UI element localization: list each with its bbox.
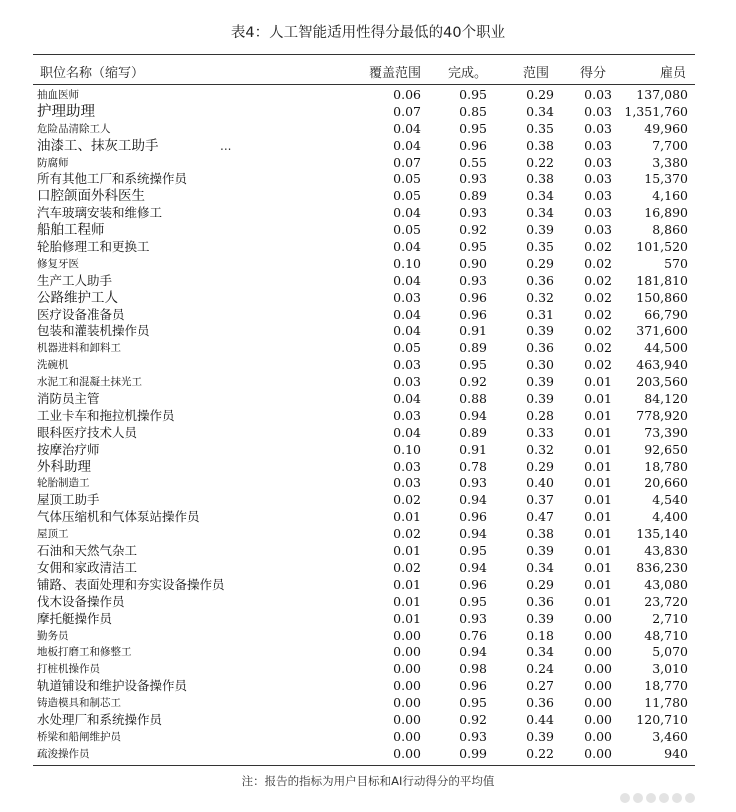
coverage-value: 0.03 [393,475,421,491]
score-value: 0.00 [584,627,612,643]
header-score: 得分 [579,66,606,81]
occupation-name: 水处理厂和系统操作员 [37,711,163,727]
scope-value: 0.36 [526,695,554,711]
score-value: 0.01 [584,559,612,575]
scope-value: 0.29 [526,576,554,592]
occupation-name: 护理助理 [37,103,95,120]
employment-value: 2,710 [652,610,688,626]
coverage-value: 0.01 [393,576,421,592]
score-value: 0.00 [584,610,612,626]
table-row [0,171,736,188]
scope-value: 0.36 [526,272,554,288]
completion-value: 0.96 [459,509,487,525]
employment-value: 4,540 [652,492,688,508]
occupation-name: 伐木设备操作员 [37,593,125,609]
scope-value: 0.35 [526,120,554,136]
ellipsis-mark: ... [220,138,232,153]
scope-value: 0.27 [526,678,554,694]
score-value: 0.02 [584,272,612,288]
score-value: 0.00 [584,695,612,711]
scope-value: 0.24 [526,661,554,677]
header-name: 职位名称（缩写） [40,66,145,81]
score-value: 0.02 [584,255,612,271]
table-row [0,188,736,205]
completion-value: 0.93 [459,205,487,221]
score-value: 0.03 [584,103,612,119]
table-row [0,746,736,763]
score-value: 0.01 [584,492,612,508]
occupation-name: 屋顶工助手 [37,492,100,508]
scope-value: 0.47 [526,509,554,525]
table-row [0,205,736,222]
score-value: 0.01 [584,441,612,457]
table-body [0,87,736,763]
score-value: 0.02 [584,239,612,255]
employment-value: 43,080 [644,576,688,592]
occupation-name: 疏浚操作员 [37,747,90,760]
score-value: 0.02 [584,306,612,322]
watermark [620,788,718,802]
scope-value: 0.35 [526,239,554,255]
occupation-name: 船舶工程师 [37,222,105,239]
table-row [0,391,736,408]
score-value: 0.03 [584,188,612,204]
table-note: 注：报告的指标为用户目标和AI行动得分的平均值 [241,774,495,788]
table-row [0,628,736,645]
table-row [0,138,736,155]
table-row [0,87,736,104]
coverage-value: 0.03 [393,374,421,390]
coverage-value: 0.00 [393,728,421,744]
scope-value: 0.36 [526,340,554,356]
completion-value: 0.85 [459,103,487,119]
score-value: 0.01 [584,593,612,609]
completion-value: 0.93 [459,728,487,744]
scope-value: 0.39 [526,610,554,626]
employment-value: 150,860 [636,289,688,305]
coverage-value: 0.05 [393,188,421,204]
scope-value: 0.39 [526,391,554,407]
score-value: 0.03 [584,205,612,221]
employment-value: 84,120 [644,391,688,407]
scope-value: 0.38 [526,171,554,187]
occupation-name: 轨道铺设和维护设备操作员 [37,678,188,694]
table-title: 表4：人工智能适用性得分最低的40个职业 [230,25,506,41]
employment-value: 5,070 [652,644,688,660]
coverage-value: 0.01 [393,509,421,525]
completion-value: 0.78 [459,458,487,474]
completion-value: 0.94 [459,644,487,660]
scope-value: 0.22 [526,745,554,761]
completion-value: 0.96 [459,678,487,694]
employment-value: 181,810 [636,272,688,288]
occupation-name: 女佣和家政清洁工 [37,559,138,575]
employment-value: 18,780 [644,458,688,474]
score-value: 0.01 [584,407,612,423]
coverage-value: 0.03 [393,407,421,423]
occupation-name: 机器进料和卸料工 [37,342,121,355]
occupation-name: 汽车玻璃安装和维修工 [37,205,163,221]
employment-value: 48,710 [644,627,688,643]
employment-value: 8,860 [652,222,688,238]
table-row [0,678,736,695]
occupation-name: 油漆工、抹灰工助手 [37,137,159,154]
employment-value: 371,600 [636,323,688,339]
coverage-value: 0.03 [393,357,421,373]
occupation-name: 摩托艇操作员 [37,610,113,626]
score-value: 0.03 [584,120,612,136]
coverage-value: 0.10 [393,441,421,457]
coverage-value: 0.02 [393,526,421,542]
employment-value: 43,830 [644,543,688,559]
completion-value: 0.90 [459,255,487,271]
table-row [0,543,736,560]
table-row [0,340,736,357]
score-value: 0.03 [584,222,612,238]
occupation-name: 工业卡车和拖拉机操作员 [37,407,175,423]
table-row [0,729,736,746]
table-row [0,560,736,577]
scope-value: 0.29 [526,255,554,271]
completion-value: 0.92 [459,374,487,390]
employment-value: 49,960 [644,120,688,136]
completion-value: 0.76 [459,627,487,643]
header-rule [33,84,695,85]
coverage-value: 0.04 [393,272,421,288]
scope-value: 0.34 [526,559,554,575]
top-rule [33,54,695,55]
scope-value: 0.39 [526,728,554,744]
completion-value: 0.93 [459,610,487,626]
employment-value: 4,160 [652,188,688,204]
occupation-name: 修复牙医 [37,257,79,270]
coverage-value: 0.00 [393,627,421,643]
completion-value: 0.95 [459,87,487,102]
employment-value: 4,400 [652,509,688,525]
employment-value: 570 [664,255,688,271]
score-value: 0.03 [584,154,612,170]
employment-value: 20,660 [644,475,688,491]
coverage-value: 0.03 [393,458,421,474]
coverage-value: 0.00 [393,745,421,761]
scope-value: 0.33 [526,424,554,440]
completion-value: 0.95 [459,239,487,255]
employment-value: 3,380 [652,154,688,170]
score-value: 0.00 [584,745,612,761]
table-row [0,155,736,172]
employment-value: 940 [664,745,688,761]
coverage-value: 0.04 [393,391,421,407]
scope-value: 0.28 [526,407,554,423]
employment-value: 23,720 [644,593,688,609]
employment-value: 135,140 [636,526,688,542]
employment-value: 101,520 [636,239,688,255]
table-row [0,661,736,678]
score-value: 0.00 [584,728,612,744]
completion-value: 0.95 [459,593,487,609]
employment-value: 92,650 [644,441,688,457]
scope-value: 0.39 [526,374,554,390]
employment-value: 11,780 [644,695,688,711]
coverage-value: 0.02 [393,492,421,508]
occupation-name: 按摩治疗师 [37,441,100,457]
employment-value: 3,460 [652,728,688,744]
employment-value: 778,920 [636,407,688,423]
employment-value: 7,700 [652,137,688,153]
coverage-value: 0.06 [393,87,421,102]
completion-value: 0.99 [459,745,487,761]
score-value: 0.01 [584,424,612,440]
scope-value: 0.29 [526,87,554,102]
table-row [0,695,736,712]
coverage-value: 0.02 [393,559,421,575]
score-value: 0.01 [584,475,612,491]
table-row [0,256,736,273]
occupation-name: 洗碗机 [37,359,69,372]
coverage-value: 0.03 [393,289,421,305]
scope-value: 0.39 [526,222,554,238]
table-row [0,290,736,307]
employment-value: 463,940 [636,357,688,373]
completion-value: 0.95 [459,357,487,373]
occupation-name: 消防员主管 [37,391,100,407]
table-row [0,459,736,476]
scope-value: 0.32 [526,289,554,305]
score-value: 0.02 [584,323,612,339]
score-value: 0.03 [584,171,612,187]
completion-value: 0.91 [459,323,487,339]
score-value: 0.00 [584,661,612,677]
occupation-name: 生产工人助手 [37,272,113,288]
scope-value: 0.39 [526,543,554,559]
completion-value: 0.89 [459,424,487,440]
score-value: 0.01 [584,526,612,542]
occupation-name: 勤务员 [37,629,69,642]
coverage-value: 0.04 [393,306,421,322]
completion-value: 0.95 [459,120,487,136]
table-row [0,509,736,526]
table-row [0,104,736,121]
occupation-name: 铺路、表面处理和夯实设备操作员 [37,576,225,592]
coverage-value: 0.01 [393,543,421,559]
scope-value: 0.34 [526,188,554,204]
table-row [0,121,736,138]
table-row [0,357,736,374]
score-value: 0.01 [584,509,612,525]
table-row [0,644,736,661]
scope-value: 0.34 [526,205,554,221]
completion-value: 0.95 [459,695,487,711]
completion-value: 0.92 [459,711,487,727]
coverage-value: 0.04 [393,323,421,339]
coverage-value: 0.10 [393,255,421,271]
header-employment: 雇员 [659,66,686,81]
score-value: 0.03 [584,137,612,153]
completion-value: 0.96 [459,137,487,153]
coverage-value: 0.01 [393,610,421,626]
coverage-value: 0.04 [393,205,421,221]
score-value: 0.03 [584,87,612,102]
occupation-name: 地板打磨工和修整工 [37,646,132,659]
table-row [0,239,736,256]
employment-value: 3,010 [652,661,688,677]
score-value: 0.01 [584,543,612,559]
scope-value: 0.39 [526,323,554,339]
table-row [0,307,736,324]
score-value: 0.02 [584,289,612,305]
coverage-value: 0.04 [393,424,421,440]
coverage-value: 0.00 [393,695,421,711]
employment-value: 836,230 [636,559,688,575]
table-row [0,425,736,442]
table-row [0,408,736,425]
score-value: 0.00 [584,678,612,694]
scope-value: 0.34 [526,103,554,119]
table-row [0,492,736,509]
scope-value: 0.38 [526,137,554,153]
scope-value: 0.38 [526,526,554,542]
occupation-name: 桥梁和船闸维护员 [37,730,121,743]
scope-value: 0.34 [526,644,554,660]
employment-value: 1,351,760 [624,103,688,119]
table-row [0,526,736,543]
coverage-value: 0.04 [393,239,421,255]
header-scope: 范围 [522,66,549,81]
table-row [0,712,736,729]
occupation-name: 屋顶工 [37,528,69,541]
employment-value: 18,770 [644,678,688,694]
completion-value: 0.89 [459,340,487,356]
score-value: 0.01 [584,391,612,407]
occupation-name: 包装和灌装机操作员 [37,323,150,339]
occupation-name: 公路维护工人 [37,289,118,306]
employment-value: 203,560 [636,374,688,390]
completion-value: 0.94 [459,407,487,423]
header-completion: 完成。 [447,66,487,81]
scope-value: 0.18 [526,627,554,643]
completion-value: 0.89 [459,188,487,204]
completion-value: 0.55 [459,154,487,170]
score-value: 0.02 [584,357,612,373]
completion-value: 0.96 [459,576,487,592]
occupation-name: 轮胎修理工和更换工 [37,239,150,255]
occupation-name: 外科助理 [37,458,91,475]
coverage-value: 0.04 [393,120,421,136]
scope-value: 0.37 [526,492,554,508]
occupation-name: 打桩机操作员 [37,663,100,676]
completion-value: 0.95 [459,543,487,559]
scope-value: 0.40 [526,475,554,491]
occupation-name: 气体压缩机和气体泵站操作员 [37,509,200,525]
table-row [0,577,736,594]
occupation-name: 医疗设备准备员 [37,306,125,322]
score-value: 0.01 [584,576,612,592]
table-row [0,594,736,611]
occupation-name: 水泥工和混凝土抹光工 [37,376,142,389]
table-row [0,323,736,340]
completion-value: 0.93 [459,171,487,187]
coverage-value: 0.00 [393,661,421,677]
scope-value: 0.29 [526,458,554,474]
occupation-name: 口腔颌面外科医生 [37,188,145,205]
header-coverage: 覆盖范围 [368,66,421,81]
table-row [0,442,736,459]
scope-value: 0.22 [526,154,554,170]
bottom-rule [33,765,695,766]
scope-value: 0.31 [526,306,554,322]
coverage-value: 0.04 [393,137,421,153]
score-value: 0.00 [584,711,612,727]
scope-value: 0.30 [526,357,554,373]
table-row [0,222,736,239]
employment-value: 15,370 [644,171,688,187]
occupation-name: 危险品清除工人 [37,122,111,135]
coverage-value: 0.05 [393,222,421,238]
completion-value: 0.92 [459,222,487,238]
occupation-name: 抽血医师 [37,89,79,101]
coverage-value: 0.01 [393,593,421,609]
table-row [0,475,736,492]
coverage-value: 0.07 [393,154,421,170]
score-value: 0.00 [584,644,612,660]
score-value: 0.01 [584,374,612,390]
scope-value: 0.44 [526,711,554,727]
score-value: 0.01 [584,458,612,474]
occupation-name: 铸造模具和制芯工 [37,697,121,710]
coverage-value: 0.00 [393,678,421,694]
occupation-name: 石油和天然气杂工 [37,543,138,559]
occupation-name: 轮胎制造工 [37,477,90,490]
employment-value: 137,080 [636,87,688,102]
scope-value: 0.36 [526,593,554,609]
completion-value: 0.96 [459,289,487,305]
completion-value: 0.94 [459,559,487,575]
coverage-value: 0.05 [393,340,421,356]
completion-value: 0.88 [459,391,487,407]
coverage-value: 0.00 [393,711,421,727]
occupation-name: 所有其他工厂和系统操作员 [37,171,188,187]
completion-value: 0.96 [459,306,487,322]
table-row [0,273,736,290]
employment-value: 16,890 [644,205,688,221]
coverage-value: 0.07 [393,103,421,119]
completion-value: 0.93 [459,272,487,288]
completion-value: 0.93 [459,475,487,491]
completion-value: 0.94 [459,492,487,508]
completion-value: 0.98 [459,661,487,677]
employment-value: 73,390 [644,424,688,440]
completion-value: 0.94 [459,526,487,542]
employment-value: 66,790 [644,306,688,322]
scope-value: 0.32 [526,441,554,457]
occupation-name: 防腐师 [37,156,69,169]
occupation-name: 眼科医疗技术人员 [37,424,138,440]
table-row [0,374,736,391]
completion-value: 0.91 [459,441,487,457]
score-value: 0.02 [584,340,612,356]
table-row [0,611,736,628]
employment-value: 120,710 [636,711,688,727]
coverage-value: 0.00 [393,644,421,660]
employment-value: 44,500 [644,340,688,356]
coverage-value: 0.05 [393,171,421,187]
